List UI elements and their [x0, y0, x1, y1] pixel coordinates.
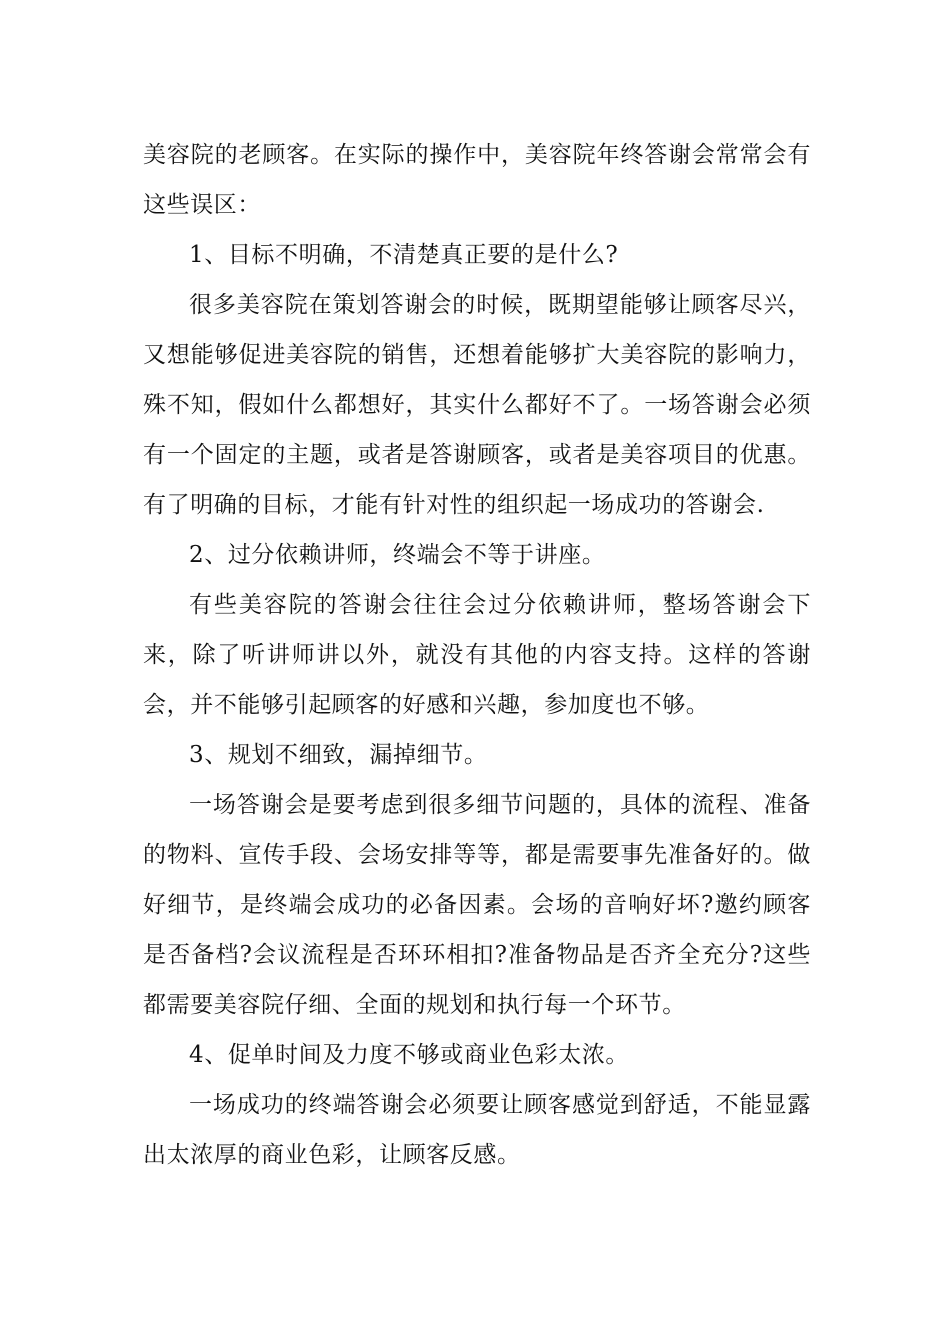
paragraph-item-4: 一场成功的终端答谢会必须要让顾客感觉到舒适，不能显露出太浓厚的商业色彩，让顾客反感。: [143, 1092, 811, 1168]
paragraph-item-2: 有些美容院的答谢会往往会过分依赖讲师，整场答谢会下来，除了听讲师讲以外，就没有其他的内容支持。这样的答谢会，并不能够引起顾客的好感和兴趣，参加度也不够。: [143, 592, 811, 718]
document-body: [143, 130, 811, 1180]
heading-item-4: 4、促单时间及力度不够或商业色彩太浓。: [189, 1042, 630, 1068]
heading-item-1: 1、目标不明确，不清楚真正要的是什么?: [189, 242, 619, 268]
paragraph-intro: 美容院的老顾客。在实际的操作中，美容院年终答谢会常常会有这些误区：: [143, 142, 811, 218]
paragraph-item-3: 一场答谢会是要考虑到很多细节问题的，具体的流程、准备的物料、宣传手段、会场安排等等，都是需要事先准备好的。做好细节，是终端会成功的必备因素。会场的音响好坏?邀约顾客是否备档?会议流程是否环环相扣?准备物品是否齐全充分?这些都需要美容院仔细、全面的规划和执行每一个环节。: [143, 792, 811, 1018]
paragraph-item-1: 很多美容院在策划答谢会的时候，既期望能够让顾客尽兴，又想能够促进美容院的销售，还想着能够扩大美容院的影响力，殊不知，假如什么都想好，其实什么都好不了。一场答谢会必须有一个固定的主题，或者是答谢顾客，或者是美容项目的优惠。有了明确的目标，才能有针对性的组织起一场成功的答谢会.: [143, 292, 811, 518]
heading-item-3: 3、规划不细致，漏掉细节。: [189, 742, 488, 768]
heading-item-2: 2、过分依赖讲师，终端会不等于讲座。: [189, 542, 606, 568]
